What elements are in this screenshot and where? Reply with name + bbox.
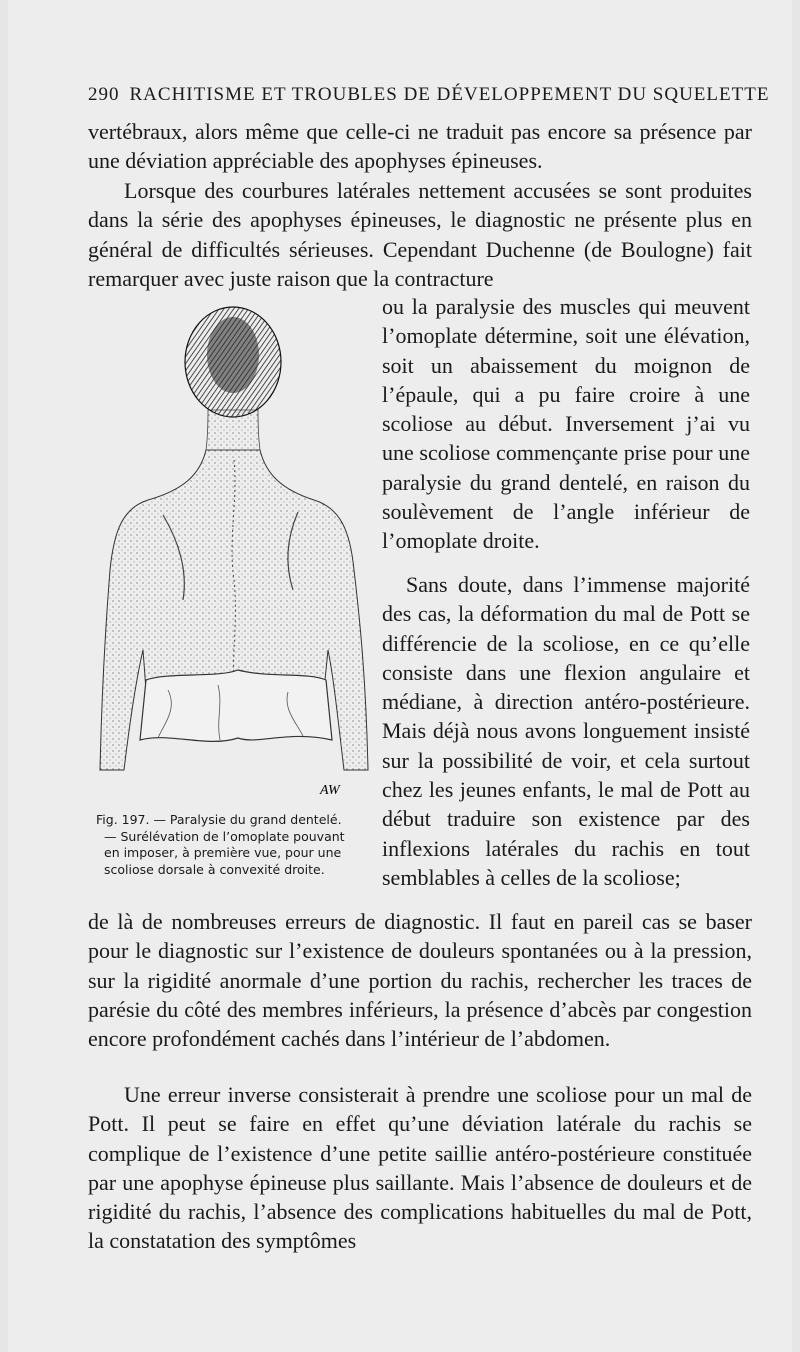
- caption-line: en imposer, à première vue, pour une: [104, 845, 342, 860]
- book-page: [8, 0, 792, 1352]
- caption-line: — Surélévation de l’omoplate pouvant: [104, 828, 345, 844]
- hair-bun: [207, 317, 259, 393]
- caption-line: scoliose dorsale à convexité droite.: [104, 861, 325, 877]
- page-number: 290: [88, 84, 120, 105]
- running-header: [88, 84, 770, 106]
- figure-caption: [96, 812, 368, 878]
- paragraph-courbures: Lorsque des courbures latérales nettement accusées se sont produites dans la série des apophyses épineuses, le diagnostic ne présente plus en général de difficultés sérieuses. Cependant Duchenne (de Boulogne) fait remarquer avec juste raison que la contracture: [88, 178, 752, 291]
- paragraph-erreur-inverse: Une erreur inverse consisterait à prendre une scoliose pour un mal de Pott. Il peut se faire en effet qu’une déviation latérale du rachis se complique de l’existence d’une petite saillie antéro-postérieure constituée par une apophyse épineuse plus saillante. Mais l’absence de douleurs et de rigidité du rachis, l’absence des complications habituelles du mal de Pott, la constatation des symptômes: [88, 1082, 752, 1254]
- artist-signature: AW: [320, 783, 340, 798]
- paragraph-continuation: vertébraux, alors même que celle-ci ne traduit pas encore sa présence par une déviation appréciable des apophyses épineuses.: [88, 119, 752, 174]
- paragraph-courbures-wrap: ou la paralysie des muscles qui meuvent l’omoplate détermine, soit une élévation, soit un abaissement du moignon de l’épaule, qui a pu faire croire à une scoliose au début. Inversement j’ai vu une scoliose commençante prise pour une paralysie du grand dentelé, en raison du soulèvement de l’angle inférieur de l’omoplate droite.: [382, 294, 750, 554]
- paragraph-sans-doute: Sans doute, dans l’immense majorité des cas, la déformation du mal de Pott se différencie de la scoliose, en ce qu’elle consiste dans une flexion angulaire et médiane, à direction antéro-postérieure. Mais déjà nous avons longuement insisté sur la possibilité de voir, et cela surtout chez les jeunes enfants, le mal de Pott au début traduire son existence par des inflexions latérales du rachis en tout semblables à celles de la scoliose;: [382, 572, 750, 890]
- figure-illustration: [88, 300, 380, 812]
- running-title: RACHITISME ET TROUBLES DE DÉVELOPPEMENT DU SQUELETTE: [129, 84, 770, 105]
- paragraph-sans-doute-wrap: de là de nombreuses erreurs de diagnostic. Il faut en pareil cas se baser pour le diagnostic sur l’existence de douleurs spontanées ou à la pression, sur la rigidité anormale d’une portion du rachis, rechercher les traces de parésie du côté des membres inférieurs, la présence d’abcès par congestion encore profondément cachés dans l’intérieur de l’abdomen.: [88, 909, 752, 1052]
- drape-cloth: [140, 670, 332, 741]
- caption-line: Fig. 197. — Paralysie du grand dentelé.: [96, 812, 342, 827]
